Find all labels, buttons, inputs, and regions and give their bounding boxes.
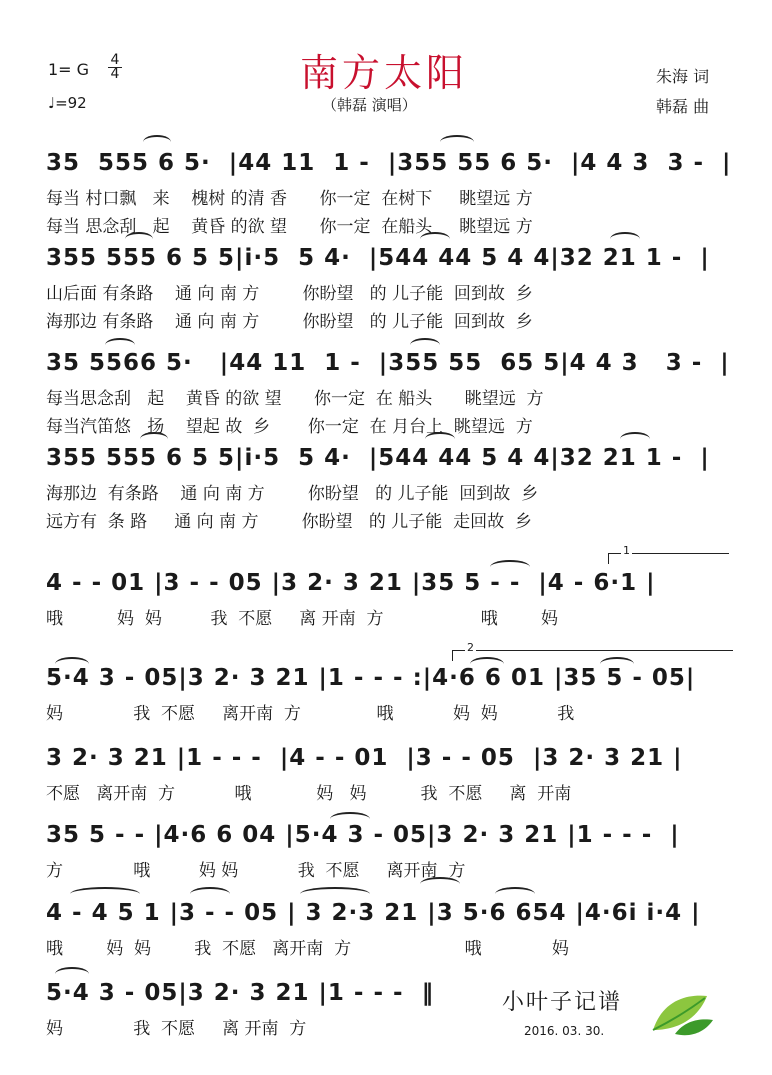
notation-row: 355 555 6 5 5|i·5 5 4· |544 44 5 4 4|32 21 1 - |	[46, 445, 710, 471]
lyric-row: 海那边 有条路 通 向 南 方 你盼望 的 儿子能 回到故 乡	[46, 484, 539, 504]
slur-mark	[420, 232, 450, 246]
slur-mark	[420, 877, 460, 891]
slur-mark	[105, 338, 135, 352]
notation-row: 35 5 - - |4·6 6 04 |5·4 3 - 05|3 2· 3 21 |1 - - - |	[46, 822, 680, 848]
notation-row: 5·4 3 - 05|3 2· 3 21 |1 - - - ‖	[46, 980, 435, 1006]
lyricist-credit: 朱海 词	[656, 67, 710, 86]
lyric-row: 妈 我 不愿 离开南 方 哦 妈 妈 我	[46, 704, 575, 724]
slur-mark	[70, 887, 140, 901]
lyric-row: 每当 思念刮 起 黄昏 的欲 望 你一定 在船头 眺望远 方	[46, 217, 533, 237]
lyric-row: 山后面 有条路 通 向 南 方 你盼望 的 儿子能 回到故 乡	[46, 284, 533, 304]
volta-bracket	[452, 641, 733, 661]
meter-bottom: 4	[110, 66, 120, 82]
song-title: 南方太阳	[300, 51, 469, 95]
notation-row: 4 - - 01 |3 - - 05 |3 2· 3 21 |35 5 - - |4 - 6·1 |	[46, 570, 656, 596]
volta-number: 2	[467, 641, 474, 654]
slur-mark	[190, 887, 230, 901]
leaf-icon	[645, 990, 715, 1040]
slur-mark	[610, 232, 640, 246]
lyric-row: 远方有 条 路 通 向 南 方 你盼望 的 儿子能 走回故 乡	[46, 512, 532, 532]
lyric-row: 妈 我 不愿 离 开南 方	[46, 1019, 307, 1039]
lyric-row: 每当汽笛悠 扬 望起 故 乡 你一定 在 月台上 眺望远 方	[46, 417, 533, 437]
notation-row: 5·4 3 - 05|3 2· 3 21 |1 - - - :|4·6 6 01 |35 5 - 05|	[46, 665, 696, 691]
tempo-marking: ♩=92	[48, 94, 87, 112]
slur-mark	[495, 887, 535, 901]
slur-mark	[143, 135, 171, 149]
slur-mark	[55, 657, 89, 671]
volta-bracket	[608, 544, 729, 564]
lyric-row: 不愿 离开南 方 哦 妈 妈 我 不愿 离 开南	[46, 784, 572, 804]
composer-credit: 韩磊 曲	[656, 97, 710, 116]
lyric-row: 方 哦 妈 妈 我 不愿 离开南 方	[46, 861, 466, 881]
notation-row: 35 5566 5· |44 11 1 - |355 55 65 5|4 4 3 3 - |	[46, 350, 730, 376]
slur-mark	[490, 560, 530, 574]
slur-mark	[140, 432, 168, 446]
lyric-row: 每当思念刮 起 黄昏 的欲 望 你一定 在 船头 眺望远 方	[46, 389, 544, 409]
lyric-row: 哦 妈 妈 我 不愿 离 开南 方 哦 妈	[46, 609, 559, 629]
key-signature: 1= G	[48, 60, 90, 79]
notation-row: 35 555 6 5· |44 11 1 - |355 55 6 5· |4 4 3 3 - |	[46, 150, 732, 176]
lyric-row: 每当 村口飘 来 槐树 的清 香 你一定 在树下 眺望远 方	[46, 189, 533, 209]
volta-number: 1	[623, 544, 630, 557]
notation-row: 355 555 6 5 5|i·5 5 4· |544 44 5 4 4|32 21 1 - |	[46, 245, 710, 271]
slur-mark	[55, 967, 89, 981]
slur-mark	[620, 432, 650, 446]
slur-mark	[300, 887, 370, 901]
lyric-row: 海那边 有条路 通 向 南 方 你盼望 的 儿子能 回到故 乡	[46, 312, 533, 332]
slur-mark	[125, 232, 153, 246]
notation-row: 4 - 4 5 1 |3 - - 05 | 3 2·3 21 |3 5·6 654 |4·6i i·4 |	[46, 900, 701, 926]
lyric-row: 哦 妈 妈 我 不愿 离开南 方 哦 妈	[46, 939, 569, 959]
notation-row: 3 2· 3 21 |1 - - - |4 - - 01 |3 - - 05 |3 2· 3 21 |	[46, 745, 683, 771]
transcriber-signature: 小叶子记谱	[502, 990, 623, 1015]
time-signature	[108, 54, 122, 81]
meter-top: 4	[110, 52, 120, 68]
slur-mark	[440, 135, 474, 149]
transcription-date: 2016. 03. 30.	[524, 1024, 605, 1038]
slur-mark	[330, 812, 370, 826]
song-subtitle: （韩磊 演唱）	[322, 96, 417, 114]
slur-mark	[425, 432, 455, 446]
slur-mark	[410, 338, 440, 352]
